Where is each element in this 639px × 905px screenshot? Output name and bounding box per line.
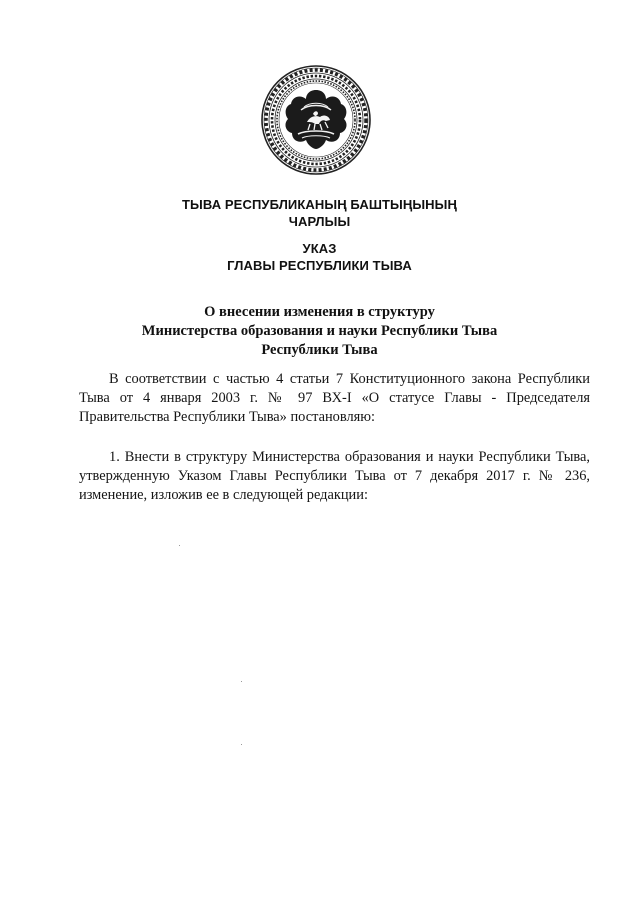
- clause-line: утвержденную Указом Главы Республики Тыва от 7 декабря 2017 г. № 236,: [79, 468, 590, 484]
- subject-line-1: О внесении изменения в структуру: [204, 304, 435, 320]
- preamble-line: В соответствии с частью 4 статьи 7 Конституционного закона Республики: [109, 371, 590, 387]
- clause-line: 1. Внести в структуру Министерства образования и науки Республики Тыва,: [109, 449, 590, 465]
- header-ukaz-issuer: ГЛАВЫ РЕСПУБЛИКИ ТЫВА: [227, 258, 412, 273]
- header-tyva-line-1: ТЫВА РЕСПУБЛИКАНЫҢ БАШТЫҢЫНЫҢ: [182, 197, 457, 212]
- clause-line: изменение, изложив ее в следующей редакции:: [79, 487, 368, 503]
- preamble-line: Правительства Республики Тыва» постановляю:: [79, 409, 376, 425]
- scan-speck: [179, 545, 180, 546]
- preamble-paragraph: [79, 370, 590, 427]
- header-ukaz-title: УКАЗ: [302, 241, 337, 256]
- scan-speck: [241, 744, 242, 745]
- header-tyva-line-2: ЧАРЛЫЫ: [288, 214, 351, 229]
- subject-line-2: Министерства образования и науки Республики Тыва: [141, 323, 498, 339]
- subject-line-3: Республики Тыва: [261, 342, 378, 358]
- clause-1-paragraph: [79, 448, 590, 505]
- scan-speck: [241, 681, 242, 682]
- preamble-line: Тыва от 4 января 2003 г. № 97 ВХ-I «О статусе Главы - Председателя: [79, 390, 590, 406]
- tyva-coat-of-arms-icon: [260, 64, 372, 176]
